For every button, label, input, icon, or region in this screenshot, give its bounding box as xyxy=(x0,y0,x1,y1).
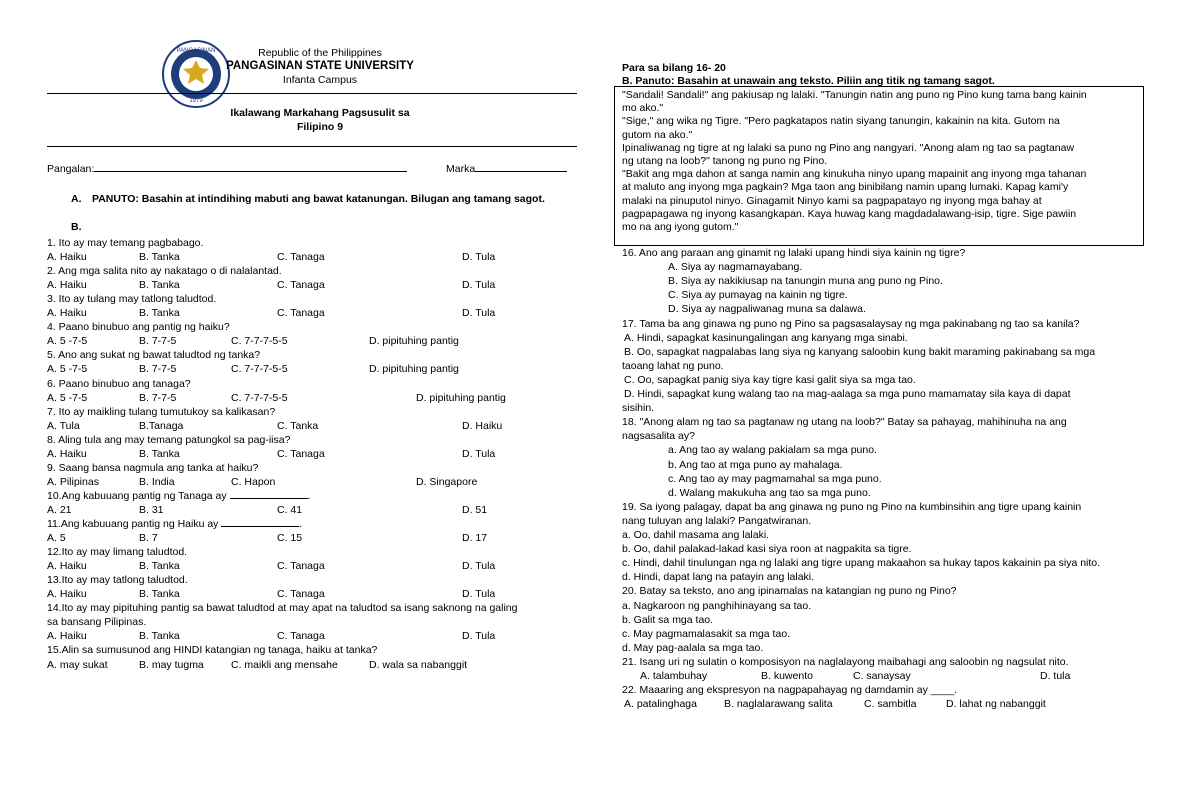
answer-option[interactable]: c. Ang tao ay may pagmamahal sa mga puno. xyxy=(668,472,882,485)
answer-option[interactable]: B. Tanka xyxy=(139,251,180,264)
svg-text:PANGASINAN: PANGASINAN xyxy=(176,48,216,54)
passage-line: "Bakit ang mga dahon at sanga namin ang kinukuha ninyo upang mapainit ang inyong mga tahanan xyxy=(622,168,1087,181)
answer-option[interactable]: A. Haiku xyxy=(47,560,87,573)
answer-option[interactable]: D. Tula xyxy=(462,447,496,460)
answer-option[interactable]: B. Tanka xyxy=(139,279,180,292)
answer-option[interactable]: d. Walang makukuha ang tao sa mga puno. xyxy=(668,486,871,499)
answer-option[interactable]: D. Hindi, sapagkat kung walang tao na mag-aalaga sa mga puno mamamatay sila kaya di dapat xyxy=(624,388,1071,400)
score-field[interactable] xyxy=(446,162,567,176)
answer-option[interactable]: C. Tanaga xyxy=(277,251,325,264)
period: . xyxy=(299,518,303,530)
answer-option[interactable]: a. Nagkaroon ng panghihinayang sa tao. xyxy=(622,599,812,612)
answer-option[interactable]: A. may sukat xyxy=(47,658,108,671)
answer-option[interactable]: B. Tanka xyxy=(139,560,180,573)
answer-option[interactable]: A. Haiku xyxy=(47,630,87,643)
question-text: 12.Ito ay may limang taludtod. xyxy=(47,546,188,559)
part-a-letter: A. xyxy=(71,193,82,205)
question-text: 2. Ang mga salita nito ay nakatago o di nalalantad. xyxy=(47,265,282,278)
answer-option[interactable]: A. talambuhay xyxy=(640,670,708,682)
answer-option[interactable]: C. Hapon xyxy=(231,475,276,488)
answer-option[interactable]: C. Tanaga xyxy=(277,630,325,643)
question-text: 3. Ito ay tulang may tatlong taludtod. xyxy=(47,293,217,306)
question-text: 15.Alin sa sumusunod ang HINDI katangian ng tanaga, haiku at tanka? xyxy=(47,644,378,657)
question-text: 18. "Anong alam ng tao sa pagtanaw ng utang na loob?" Batay sa pahayag, mahihinuha na ang xyxy=(622,416,1067,429)
question-text: 16. Ano ang paraan ang ginamit ng lalaki upang hindi siya kainin ng tigre? xyxy=(622,247,966,259)
answer-option[interactable]: b. Oo, dahil palakad-lakad kasi siya roon at nagpakita sa tigre. xyxy=(622,543,912,556)
answer-option[interactable]: B. may tugma xyxy=(139,658,204,671)
svg-text:1979: 1979 xyxy=(189,98,203,104)
answer-option[interactable]: B. Tanka xyxy=(139,588,180,601)
question-text: 11.Ang kabuuang pantig ng Haiku ay . xyxy=(47,518,303,530)
answer-option[interactable]: D. Tula xyxy=(462,307,496,320)
question-text: 1. Ito ay may temang pagbabago. xyxy=(47,237,204,249)
question-text: 9. Saang bansa nagmula ang tanka at haiku? xyxy=(47,461,259,474)
answer-option-continued: sisihin. xyxy=(622,402,655,415)
answer-option[interactable]: C. 15 xyxy=(277,532,303,545)
question-text: 5. Ano ang sukat ng bawat taludtod ng tanka? xyxy=(47,349,261,362)
period: . xyxy=(307,489,311,502)
answer-option[interactable]: C. sambitla xyxy=(864,698,917,711)
part-a-instruction: PANUTO: Basahin at intindihing mabuti ang bawat katanungan. Bilugan ang tamang sagot. xyxy=(92,193,545,205)
answer-option[interactable]: A. Haiku xyxy=(47,307,87,320)
answer-option[interactable]: B. India xyxy=(139,475,175,488)
answer-option[interactable]: D. Tula xyxy=(462,279,496,292)
answer-option[interactable]: D. wala sa nabanggit xyxy=(369,658,468,671)
question-text: 6. Paano binubuo ang tanaga? xyxy=(47,377,191,390)
question-text: 14.Ito ay may pipituhing pantig sa bawat taludtod at may apat na taludtod sa isang saknong na galing xyxy=(47,602,518,615)
answer-option[interactable]: D. Haiku xyxy=(462,419,503,432)
answer-option[interactable]: A. 5 -7-5 xyxy=(47,363,88,376)
passage-line: mo ako." xyxy=(622,102,664,115)
passage-line: Ipinaliwanag ng tigre at ng lalaki sa puno ng Pino ang nangyari. "Anong alam ng tao sa pagtanaw xyxy=(622,141,1075,154)
answer-option[interactable]: D. pipituhing pantig xyxy=(369,363,459,376)
republic-label: Republic of the Philippines xyxy=(258,47,382,59)
answer-option[interactable]: C. 7-7-7-5-5 xyxy=(231,363,288,376)
answer-option[interactable]: D. Tula xyxy=(462,251,496,264)
answer-option[interactable]: D. Singapore xyxy=(416,475,478,488)
answer-option[interactable]: a. Ang tao ay walang pakialam sa mga puno. xyxy=(668,444,877,457)
answer-option[interactable]: A. Hindi, sapagkat kasinungalingan ang kanyang mga sinabi. xyxy=(624,331,908,344)
part-b-instruction: B. Panuto: Basahin at unawain ang teksto. Piliin ang titik ng tamang sagot. xyxy=(622,75,995,87)
answer-option[interactable]: C. Tanaga xyxy=(277,560,325,573)
passage-line: gutom na ako." xyxy=(622,128,693,141)
passage-line: mo na ang iyong gutom." xyxy=(622,220,739,233)
answer-option[interactable]: C. Tanaga xyxy=(277,307,325,320)
score-blank[interactable] xyxy=(475,171,567,172)
answer-blank[interactable] xyxy=(221,526,299,527)
answer-option[interactable]: a. Oo, dahil masama ang lalaki. xyxy=(622,529,770,541)
question-text: 17. Tama ba ang ginawa ng puno ng Pino sa pagsasalaysay ng mga pakinabang ng tao sa kanila? xyxy=(622,317,1080,330)
answer-option[interactable]: B. 7-7-5 xyxy=(139,335,177,348)
answer-option[interactable]: A. 5 xyxy=(47,532,66,545)
answer-option[interactable]: B. 7-7-5 xyxy=(139,391,177,404)
answer-option[interactable]: B. Siya ay nakikiusap na tanungin muna ang puno ng Pino. xyxy=(668,275,943,288)
answer-option[interactable]: C. maikli ang mensahe xyxy=(231,658,338,671)
answer-option[interactable]: C. Tanaga xyxy=(277,447,325,460)
answer-option[interactable]: B. Tanka xyxy=(139,307,180,320)
answer-option[interactable]: C. sanaysay xyxy=(853,670,911,682)
answer-option[interactable]: B. 7-7-5 xyxy=(139,363,177,376)
question-text: 4. Paano binubuo ang pantig ng haiku? xyxy=(47,321,230,334)
answer-option[interactable]: A. 5 -7-5 xyxy=(47,391,88,404)
question-text: 21. Isang uri ng sulatin o komposisyon na naglalayong maibahagi ang saloobin ng nagsulat nito. xyxy=(622,655,1069,668)
passage-line: at maluto ang inyong mga pagkain? Mga taon ang binibilang namin upang lumaki. Kapag kami'y xyxy=(622,181,1069,194)
title-divider xyxy=(47,146,577,147)
passage-line: pagpapagawa ng inyong kasangkapan. Kaya huwag kang magdadalawang-isip, tigre. Sige pawiin xyxy=(622,207,1077,220)
answer-option[interactable]: c. May pagmamalasakit sa mga tao. xyxy=(622,627,791,640)
answer-option[interactable]: B.Tanaga xyxy=(139,419,184,432)
name-blank[interactable] xyxy=(94,171,407,172)
answer-option[interactable]: D. lahat ng nabanggit xyxy=(946,698,1046,711)
answer-blank[interactable] xyxy=(230,498,308,499)
answer-option[interactable]: D. 17 xyxy=(462,532,488,545)
question-text: 8. Aling tula ang may temang patungkol sa pag-iisa? xyxy=(47,433,291,446)
answer-option[interactable]: A. Haiku xyxy=(47,251,87,264)
answer-option[interactable]: A. Haiku xyxy=(47,588,87,601)
answer-option[interactable]: C. 41 xyxy=(277,503,303,516)
question-text: 13.Ito ay may tatlong taludtod. xyxy=(47,574,188,587)
answer-option[interactable]: D. tula xyxy=(1040,670,1071,682)
answer-option[interactable]: D. Tula xyxy=(462,588,496,601)
question-text: 20. Batay sa teksto, ano ang ipinamalas na katangian ng puno ng Pino? xyxy=(622,585,957,598)
answer-option[interactable]: A. Haiku xyxy=(47,279,87,292)
answer-option[interactable]: D. Tula xyxy=(462,560,496,573)
answer-option[interactable]: C. 7-7-7-5-5 xyxy=(231,335,288,348)
campus-name: Infanta Campus xyxy=(282,74,358,86)
name-field[interactable] xyxy=(47,162,407,176)
answer-option[interactable]: d. May pag-aalala sa mga tao. xyxy=(622,641,764,654)
passage-line: malaki na pinuputol ninyo. Ginagamit Ninyo kami sa pagpapatayo ng inyong mga bahay at xyxy=(622,194,1042,207)
answer-option[interactable]: D. pipituhing pantig xyxy=(416,391,506,404)
answer-option[interactable]: C. Tanaga xyxy=(277,279,325,292)
passage-text xyxy=(622,89,1158,234)
answer-option[interactable]: A. Siya ay nagmamayabang. xyxy=(668,261,803,274)
question-text-continued: nagsasalita ay? xyxy=(622,430,695,443)
answer-option[interactable]: b. Galit sa mga tao. xyxy=(622,613,714,626)
answer-option[interactable]: A. patalinghaga xyxy=(624,698,697,711)
answer-option[interactable]: C. 7-7-7-5-5 xyxy=(231,391,288,404)
answer-option[interactable]: b. Ang tao at mga puno ay mahalaga. xyxy=(668,458,843,471)
header-divider xyxy=(47,93,577,94)
exam-title: Ikalawang Markahang Pagsusulit sa xyxy=(230,107,410,119)
answer-option[interactable]: c. Hindi, dahil tinulungan nga ng lalaki ang tigre upang makaahon sa hukay tapos kakainin pa siya nito. xyxy=(622,557,1101,570)
answer-option[interactable]: D. Siya ay nagpaliwanag muna sa dalawa. xyxy=(668,303,866,316)
subject-title: Filipino 9 xyxy=(296,121,344,133)
question-text: 7. Ito ay maikling tulang tumutukoy sa kalikasan? xyxy=(47,405,276,418)
passage-line: "Sandali! Sandali!" ang pakiusap ng lalaki. "Tanungin natin ang puno ng Pino kung tama bang kainin xyxy=(622,89,1087,101)
answer-option[interactable]: D. Tula xyxy=(462,630,496,643)
answer-option[interactable]: D. 51 xyxy=(462,503,488,516)
answer-option[interactable]: d. Hindi, dapat lang na patayin ang lalaki. xyxy=(622,571,815,584)
answer-option[interactable]: B. Oo, sapagkat nagpalabas lang siya ng kanyang saloobin kung bakit maraming pakinabang sa mga xyxy=(624,345,1096,358)
passage-line: "Sige," ang wika ng Tigre. "Pero pagkatapos natin siyang tanungin, kakainin na kita. Gutom na xyxy=(622,115,1060,128)
question-text: 22. Maaaring ang ekspresyon na nagpapahayag ng damdamin ay ____. xyxy=(622,684,958,697)
question-text-continued: sa bansang Pilipinas. xyxy=(47,616,147,629)
answer-option[interactable]: A. 5 -7-5 xyxy=(47,335,88,348)
answer-option[interactable]: C. Tanaga xyxy=(277,588,325,601)
part-b-letter-stray: B. xyxy=(71,221,82,233)
score-label: Marka xyxy=(446,163,476,175)
question-text: 10.Ang kabuuang pantig ng Tanaga ay . xyxy=(47,489,311,502)
answer-option[interactable]: B. kuwento xyxy=(761,670,813,682)
answer-option[interactable]: B. 31 xyxy=(139,503,164,516)
answer-option[interactable]: C. Oo, sapagkat panig siya kay tigre kasi galit siya sa mga tao. xyxy=(624,373,916,386)
answer-option[interactable]: A. Haiku xyxy=(47,447,87,460)
passage-line: ng utang na loob?" tanong ng puno ng Pino. xyxy=(622,154,828,167)
answer-option[interactable]: C. Siya ay pumayag na kainin ng tigre. xyxy=(668,289,848,302)
answer-option[interactable]: B. naglalarawang salita xyxy=(724,698,833,711)
answer-option[interactable]: B. 7 xyxy=(139,532,158,545)
answer-option[interactable]: B. Tanka xyxy=(139,630,180,643)
answer-option[interactable]: C. Tanka xyxy=(277,419,319,432)
answer-option[interactable]: A. Pilipinas xyxy=(47,475,99,488)
answer-option[interactable]: B. Tanka xyxy=(139,447,180,460)
university-name: PANGASINAN STATE UNIVERSITY xyxy=(226,60,414,72)
answer-option[interactable]: A. Tula xyxy=(47,419,80,432)
answer-option-continued: taoang lahat ng puno. xyxy=(622,359,724,372)
answer-option[interactable]: A. 21 xyxy=(47,503,72,516)
name-label: Pangalan: xyxy=(47,163,95,175)
question-text: 19. Sa iyong palagay, dapat ba ang ginawa ng puno ng Pino na kumbinsihin ang tigre upang kainin xyxy=(622,500,1082,513)
question-text-continued: nang tuluyan ang lalaki? Pangatwiranan. xyxy=(622,514,812,527)
answer-option[interactable]: D. pipituhing pantig xyxy=(369,335,459,348)
part-b-heading: Para sa bilang 16- 20 xyxy=(622,62,726,74)
